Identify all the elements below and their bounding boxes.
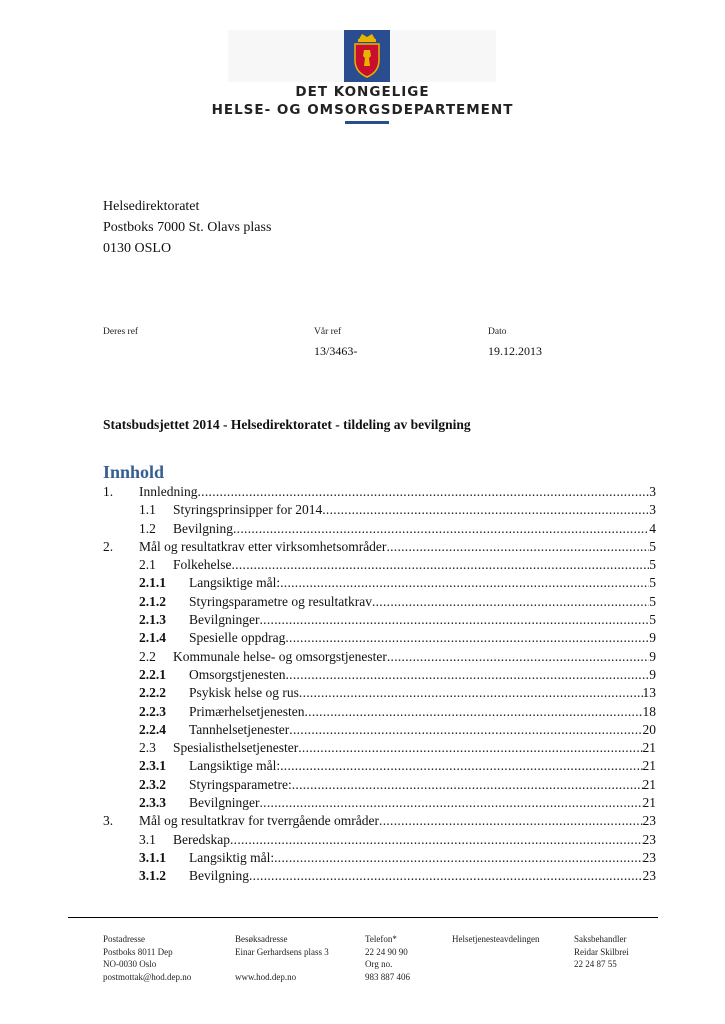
footer-line: NO-0030 Oslo [103,959,157,969]
toc-entry-page: 3 [649,484,656,499]
toc-leader-dots [274,850,642,866]
toc-entry-title: Styringsparametre og resultatkrav [189,593,372,609]
toc-entry-page: 5 [649,575,656,591]
toc-entry-title: Beredskap [173,831,230,847]
footer-line [235,958,329,971]
toc-entry-number: 2.3.3 [139,795,166,811]
toc-entry-page: 18 [642,703,656,719]
toc-entry-title: Psykisk helse og rus [189,685,299,701]
recipient-name: Helsedirektoratet [103,199,200,214]
dato-label: Dato [488,327,507,337]
footer-line: Saksbehandler [574,934,627,944]
toc-entry-page: 23 [642,813,656,829]
toc-entry-number: 2.2 [139,648,156,664]
toc-entry[interactable] [103,630,656,648]
footer-line: postmottak@hod.dep.no [103,971,192,982]
toc-entry[interactable] [103,594,656,612]
toc-entry[interactable] [103,649,656,667]
footer-line: Postboks 8011 Dep [103,946,173,957]
toc-leader-dots [292,777,643,793]
footer-telefon [365,933,410,983]
footer-line: Einar Gerhardsens plass 3 [235,946,329,957]
var-ref-label: Vår ref [314,327,342,337]
toc-entry-title: Mål og resultatkrav for tverrgående områder [139,813,380,829]
toc-entry[interactable] [103,795,656,813]
toc-entry[interactable] [103,502,656,520]
toc-entry-number: 1.2 [139,520,156,536]
toc-entry-page: 23 [642,831,656,847]
toc-leader-dots [387,649,649,665]
toc-entry-number: 2.2.4 [139,721,166,737]
footer-line: Org no. [365,959,393,969]
toc-entry[interactable] [103,667,656,685]
toc-entry-page: 20 [642,721,656,737]
toc-leader-dots [386,539,649,555]
toc-entry-title: Folkehelse [173,557,232,573]
toc-leader-dots [280,758,642,774]
toc-leader-dots [372,594,649,610]
toc-entry-title: Bevilgninger [189,795,260,811]
toc-entry-number: 2.1.3 [139,612,166,628]
toc-leader-dots [304,704,642,720]
toc-entry-number: 2.1.2 [139,593,166,609]
ministry-name-line1: DET KONGELIGE [295,84,430,100]
toc-leader-dots [286,667,650,683]
toc-entry[interactable] [103,539,656,557]
toc-entry[interactable] [103,832,656,850]
toc-entry-page: 9 [649,648,656,664]
toc-entry[interactable] [103,704,656,722]
toc-entry-number: 2.3.1 [139,758,166,774]
var-ref-value: 13/3463- [314,344,358,358]
recipient-street: Postboks 7000 St. Olavs plass [103,220,272,235]
recipient-address [103,196,271,259]
footer-postadresse [103,933,191,983]
toc-entry[interactable] [103,740,656,758]
toc-leader-dots [285,630,649,646]
toc-leader-dots [260,795,643,811]
toc-entry-page: 23 [642,849,656,865]
coat-of-arms-icon [344,30,390,82]
toc-entry-title: Langsiktige mål: [189,758,281,774]
toc-entry-number: 3.1.2 [139,868,166,884]
deres-ref-label: Deres ref [103,327,139,337]
toc-entry[interactable] [103,484,656,502]
toc-leader-dots [232,557,650,573]
toc-entry-title: Omsorgstjenesten [189,666,286,682]
toc-entry[interactable] [103,612,656,630]
toc-leader-dots [198,484,650,500]
footer-line: 22 24 87 55 [574,959,617,969]
footer-line: 983 887 406 [365,971,410,982]
toc-entry[interactable] [103,777,656,795]
toc-entry-title: Primærhelsetjenesten [189,703,305,719]
toc-entry[interactable] [103,850,656,868]
toc-entry-title: Tannhelsetjenester [189,721,290,737]
toc-entry-number: 3. [103,813,114,829]
table-of-contents [103,484,656,887]
toc-leader-dots [280,575,649,591]
toc-entry-page: 21 [642,795,656,811]
toc-entry[interactable] [103,813,656,831]
toc-entry-title: Spesielle oppdrag [189,630,286,646]
toc-entry-title: Kommunale helse- og omsorgstjenester [173,648,387,664]
toc-leader-dots [299,685,643,701]
dato-value: 19.12.2013 [488,344,542,358]
toc-entry-page: 5 [649,593,656,609]
toc-entry-page: 5 [649,612,656,628]
toc-leader-dots [289,722,642,738]
toc-entry[interactable] [103,521,656,539]
footer-line: Telefon* [365,934,397,944]
ministry-name-line2: HELSE- OG OMSORGSDEPARTEMENT [211,102,514,118]
toc-entry-title: Styringsparametre: [189,776,292,792]
toc-entry-page: 5 [649,557,656,573]
toc-entry[interactable] [103,575,656,593]
toc-leader-dots [298,740,642,756]
toc-entry-page: 3 [649,502,656,518]
toc-entry-page: 9 [649,666,656,682]
toc-entry-title: Bevilgning [173,520,233,536]
toc-entry-page: 4 [649,520,656,536]
toc-entry-title: Mål og resultatkrav etter virksomhetsområder [139,538,387,554]
toc-entry-number: 2.1.1 [139,575,166,591]
footer-line: Helsetjenesteavdelingen [452,934,540,944]
letter-subject: Statsbudsjettet 2014 - Helsedirektoratet - tildeling av bevilgning [103,417,471,432]
toc-entry-number: 2.3 [139,740,156,756]
footer-line: Reidar Skilbrei [574,946,629,957]
toc-leader-dots [260,612,650,628]
toc-entry-page: 5 [649,538,656,554]
toc-entry-number: 3.1 [139,831,156,847]
toc-entry-number: 2.1 [139,557,156,573]
toc-leader-dots [249,868,643,884]
toc-entry-page: 23 [642,868,656,884]
letterhead-rule [345,121,389,124]
toc-entry-number: 1. [103,484,114,499]
toc-entry[interactable] [103,685,656,703]
toc-entry-number: 1.1 [139,502,156,518]
toc-leader-dots [322,502,649,518]
footer-line: Besøksadresse [235,934,288,944]
toc-entry-title: Innledning [139,484,198,499]
toc-entry-title: Bevilgning [189,868,249,884]
toc-entry[interactable] [103,868,656,886]
footer-rule [68,917,658,918]
toc-entry-page: 9 [649,630,656,646]
toc-entry-page: 21 [642,740,656,756]
toc-entry-page: 13 [642,685,656,701]
toc-entry-title: Spesialisthelsetjenester [173,740,299,756]
toc-entry[interactable] [103,722,656,740]
toc-entry-number: 2.2.1 [139,666,166,682]
toc-leader-dots [230,832,643,848]
toc-entry[interactable] [103,557,656,575]
footer-avdeling [452,933,539,946]
toc-entry-title: Langsiktige mål: [189,575,281,591]
footer-line: 22 24 90 90 [365,946,408,957]
recipient-city: 0130 OSLO [103,241,172,256]
toc-entry-title: Langsiktig mål: [189,849,275,865]
toc-leader-dots [233,521,649,537]
footer-line: www.hod.dep.no [235,971,297,982]
toc-leader-dots [379,813,642,829]
toc-entry-number: 2.2.2 [139,685,166,701]
toc-entry-number: 2.3.2 [139,776,166,792]
footer-line: Postadresse [103,934,145,944]
toc-heading: Innhold [103,462,165,482]
toc-entry-title: Bevilgninger [189,612,260,628]
toc-entry-number: 2.2.3 [139,703,166,719]
toc-entry-title: Styringsprinsipper for 2014 [173,502,323,518]
toc-entry-number: 3.1.1 [139,849,166,865]
toc-entry-number: 2.1.4 [139,630,166,646]
toc-entry-page: 21 [642,758,656,774]
toc-entry[interactable] [103,758,656,776]
footer-saksbehandler [574,933,629,971]
toc-entry-page: 21 [642,776,656,792]
toc-entry-number: 2. [103,538,114,554]
footer-besoksadresse [235,933,329,983]
